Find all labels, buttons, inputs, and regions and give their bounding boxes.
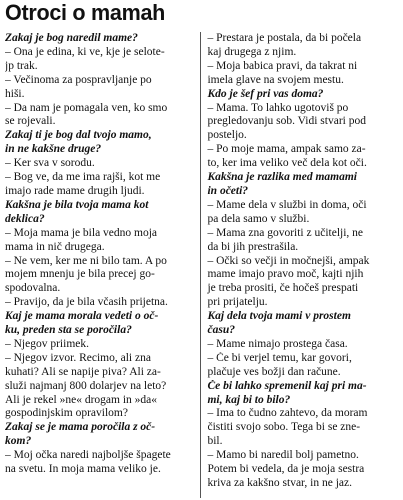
answer-line: na svetu. In moja mama veliko je. xyxy=(5,463,161,476)
right-column xyxy=(204,32,399,491)
answer-line: kuhati? Ali se napije piva? Ali za- xyxy=(5,365,161,378)
answer-line: pri prijatelju. xyxy=(207,296,268,309)
article-title: Otroci o mamah xyxy=(5,0,166,25)
answer-line: – Pravijo, da je bila včasih prijetna. xyxy=(5,296,168,309)
answer-line: služi najmanj 800 dolarjev na leto? xyxy=(5,379,167,392)
answer-line: imajo rade mame drugih ljudi. xyxy=(5,184,145,197)
answer-line: to, ker ima veliko več dela kot oči. xyxy=(207,157,367,170)
answer-line: čistiti svojo sobo. Tega bi se zne- xyxy=(207,421,361,434)
answer-line: hiši. xyxy=(5,87,25,100)
answer-line: – Prestara je postala, da bi počela xyxy=(207,32,362,44)
answer-line: posteljo. xyxy=(207,129,247,142)
answer-line: – Če bi verjel temu, kar govori, xyxy=(207,351,352,364)
answer-line: – Moj očka naredi najboljše špagete xyxy=(5,449,171,462)
question-line: času? xyxy=(207,324,235,337)
question-line: Kakšna je bila tvoja mama kot xyxy=(5,198,149,211)
answer-line: – Njegov izvor. Recimo, ali zna xyxy=(5,351,151,364)
answer-line: – Očki so večji in močnejši, ampak xyxy=(207,254,370,267)
answer-line: pa dela samo v službi. xyxy=(207,212,310,225)
article-columns xyxy=(5,32,399,491)
answer-line: – Ne vem, ker me ni bilo tam. A po xyxy=(5,254,167,267)
question-line: Kdo je šef pri vas doma? xyxy=(207,87,324,100)
question-line: Zakaj je bog naredil mame? xyxy=(5,32,138,44)
answer-line: jp trak. xyxy=(5,59,38,72)
question-line: Kakšna je razlika med mamami xyxy=(207,171,357,184)
answer-line: – Mame nimajo prostega časa. xyxy=(207,337,348,350)
question-line: kom? xyxy=(5,435,32,448)
answer-line: pregledovanju sob. Vidi stvari pod xyxy=(207,115,366,128)
answer-line: – Da nam je pomagala ven, ko smo xyxy=(5,101,168,114)
question-line: mi, kaj bi to bilo? xyxy=(207,393,291,406)
answer-line: se rojevali. xyxy=(5,115,56,128)
answer-line: – Mame dela v službi in doma, oči xyxy=(207,198,367,211)
answer-line: kaj drugega z njim. xyxy=(207,45,297,58)
answer-line: – Mama. To lahko ugotoviš po xyxy=(207,101,349,114)
answer-line: – Mamo bi naredil bolj pametno. xyxy=(207,449,359,462)
answer-line: – Večinoma za pospravljanje po xyxy=(5,73,152,86)
answer-line: mama in nič drugega. xyxy=(5,240,105,253)
answer-line: Potem bi vedela, da je moja sestra xyxy=(207,463,365,476)
answer-line: – Ker sva v sorodu. xyxy=(5,157,95,170)
answer-line: – Ona je edina, ki ve, kje je selote- xyxy=(5,45,165,58)
answer-line: – Moja mama je bila vedno moja xyxy=(5,226,158,239)
question-line: ku, preden sta se poročila? xyxy=(5,324,132,337)
answer-line: – Bog ve, da me ima rajši, kot me xyxy=(5,171,161,184)
answer-line: mojem mnenju je bila precej go- xyxy=(5,268,155,281)
answer-line: – Ima to čudno zahtevo, da moram xyxy=(207,407,368,420)
answer-line: Ali je rekel »ne« drogam in »da« xyxy=(5,393,158,406)
question-line: in očeti? xyxy=(207,184,249,197)
question-line: Če bi lahko spremenil kaj pri ma- xyxy=(207,379,367,392)
answer-line: gospodinjskim opravilom? xyxy=(5,407,128,420)
left-column xyxy=(5,32,200,491)
answer-line: – Njegov priimek. xyxy=(5,337,89,350)
answer-line: spodovalna. xyxy=(5,282,61,295)
answer-line: imela glave na svojem mestu. xyxy=(207,73,344,86)
question-line: Zakaj se je mama poročila z oč- xyxy=(5,421,156,434)
answer-line: – Mama zna govoriti z učitelji, ne xyxy=(207,226,364,239)
question-line: Kaj je mama morala vedeti o oč- xyxy=(5,310,159,323)
answer-line: je treba prositi, če hočeš prespati xyxy=(207,282,359,295)
question-line: in ne kakšne druge? xyxy=(5,143,102,156)
answer-line: – Po moje mama, ampak samo za- xyxy=(207,143,366,156)
question-line: deklica? xyxy=(5,212,45,225)
question-line: Zakaj ti je bog dal tvojo mamo, xyxy=(5,129,152,142)
answer-line: bil. xyxy=(207,435,223,448)
answer-line: plačuje ves božji dan račune. xyxy=(207,365,341,378)
answer-line: da bi jih prestrašila. xyxy=(207,240,299,253)
answer-line: kriva za kakšno stvar, in ne jaz. xyxy=(207,477,352,489)
question-line: Kaj dela tvoja mami v prostem xyxy=(207,310,351,323)
answer-line: mame imajo pravo moč, kajti njih xyxy=(207,268,364,281)
answer-line: – Moja babica pravi, da takrat ni xyxy=(207,59,358,72)
